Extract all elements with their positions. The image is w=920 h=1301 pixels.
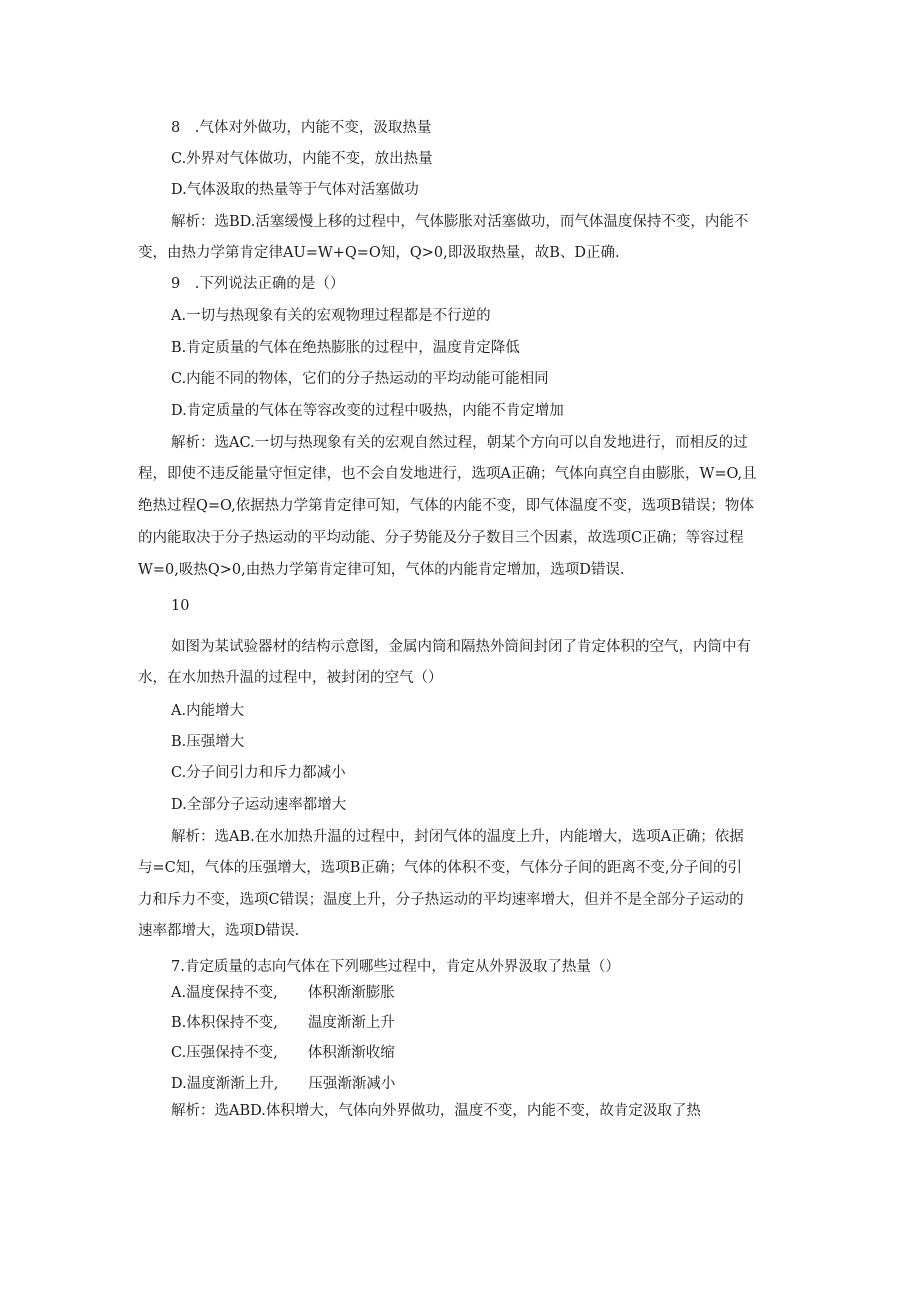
q10-option-d: D.全部分子运动速率都增大 — [171, 797, 347, 813]
q10-option-b: B.压强增大 — [171, 734, 245, 750]
q9-analysis-line: 程，即使不违反能量守恒定律，也不会自发地进行，选项A正确；气体向真空自由膨胀，W=O,且 — [138, 466, 757, 482]
option-result: 体积渐渐膨胀 — [307, 985, 395, 1001]
q7-option-d — [171, 1074, 395, 1094]
q8-analysis-line: 变，由热力学第肯定律AU=W+Q=O知，Q>0,即汲取热量，故B、D正确. — [138, 245, 620, 261]
option-result: 压强渐渐减小 — [308, 1076, 396, 1092]
q7-stem: 7.肯定质量的志向气体在下列哪些过程中，肯定从外界汲取了热量（） — [171, 959, 620, 975]
q8-option-c: C.外界对气体做功，内能不变，放出热量 — [171, 151, 433, 167]
q9-option-c: C.内能不同的物体，它们的分子热运动的平均动能可能相同 — [171, 371, 549, 387]
q10-analysis-line: 与=C知，气体的压强增大，选项B正确；气体的体积不变，气体分子间的距离不变,分子间的引 — [138, 860, 743, 876]
q9-analysis-line: 解析：选AC.一切与热现象有关的宏观自然过程，朝某个方向可以自发地进行，而相反的过 — [171, 435, 748, 451]
option-condition: A.温度保持不变, — [171, 985, 278, 1001]
q9-analysis-line: 绝热过程Q=O,依据热力学第肯定律可知，气体的内能不变，即气体温度不变，选项B错误；物体 — [138, 498, 754, 514]
option-result: 温度渐渐上升 — [307, 1015, 395, 1031]
option-condition: D.温度渐渐上升, — [171, 1076, 279, 1092]
q7-option-a — [171, 983, 395, 1003]
q9-option-d: D.肯定质量的气体在等容改变的过程中吸热，内能不肯定增加 — [171, 403, 564, 419]
q10-stem-line: 水，在水加热升温的过程中，被封闭的空气（） — [138, 670, 443, 686]
option-result: 体积渐渐收缩 — [307, 1045, 395, 1061]
q9-option-a: A.一切与热现象有关的宏观物理过程都是不行逆的 — [171, 308, 491, 324]
q10-stem-line: 如图为某试验器材的结构示意图，金属内筒和隔热外筒间封闭了肯定体积的空气，内筒中有 — [171, 639, 751, 655]
q9-option-b: B.肯定质量的气体在绝热膨胀的过程中，温度肯定降低 — [171, 340, 520, 356]
q10-number: 10 — [171, 598, 190, 614]
q10-option-a: A.内能增大 — [171, 703, 245, 719]
q10-analysis-line: 解析：选AB.在水加热升温的过程中，封闭气体的温度上升，内能增大，选项A正确；依据 — [171, 829, 744, 845]
option-condition: B.体积保持不变, — [171, 1015, 278, 1031]
q7-option-c — [171, 1043, 395, 1063]
q8-analysis-line: 解析：选BD.活塞缓慢上移的过程中，气体膨胀对活塞做功，而气体温度保持不变，内能不 — [171, 214, 749, 230]
q10-analysis-line: 速率都增大，选项D错误. — [138, 923, 300, 939]
q8-option-b: 8 .气体对外做功，内能不变，汲取热量 — [171, 120, 432, 136]
q9-analysis-line: W=0,吸热Q>0,由热力学第肯定律可知，气体的内能肯定增加，选项D错误. — [138, 562, 625, 578]
q10-option-c: C.分子间引力和斥力都减小 — [171, 765, 346, 781]
q7-analysis-line: 解析：选ABD.体积增大，气体向外界做功，温度不变，内能不变，故肯定汲取了热 — [171, 1103, 701, 1119]
q7-option-b — [171, 1013, 395, 1033]
q9-analysis-line: 的内能取决于分子热运动的平均动能、分子势能及分子数目三个因素，故选项C正确；等容过程 — [138, 530, 744, 546]
option-condition: C.压强保持不变, — [171, 1045, 278, 1061]
q9-stem: 9 .下列说法正确的是（） — [171, 276, 345, 292]
q8-option-d: D.气体汲取的热量等于气体对活塞做功 — [171, 182, 419, 198]
q10-analysis-line: 力和斥力不变，选项C错误；温度上升，分子热运动的平均速率增大，但并不是全部分子运动的 — [138, 892, 744, 908]
